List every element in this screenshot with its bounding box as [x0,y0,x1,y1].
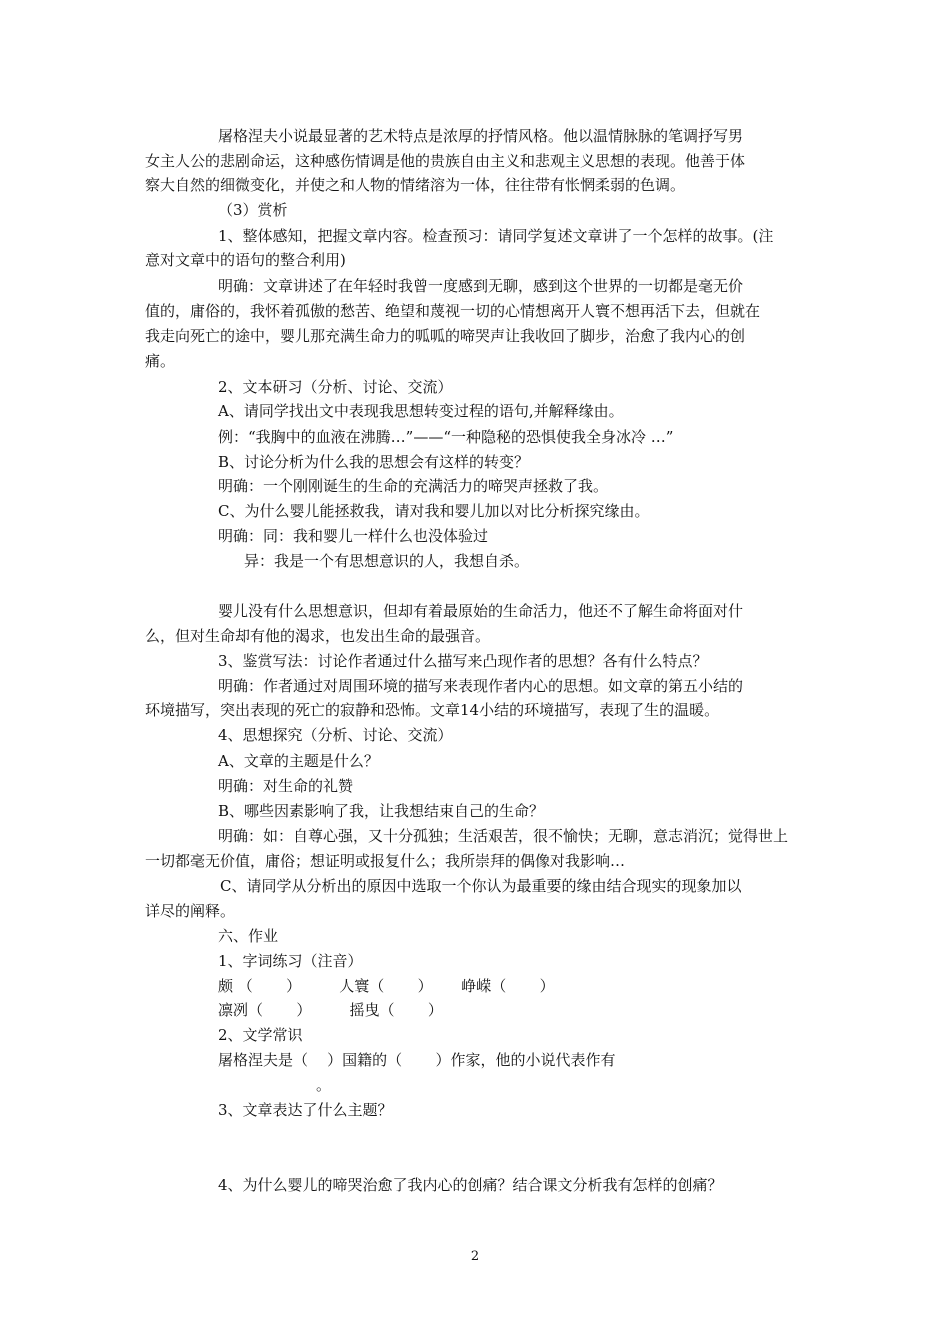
paragraph-line: 1、字词练习（注音） [218,952,363,970]
paragraph-line: 我走向死亡的途中，婴儿那充满生命力的呱呱的啼哭声让我收回了脚步，治愈了我内心的创 [145,327,746,345]
paragraph-line: 值的，庸俗的，我怀着孤傲的愁苦、绝望和蔑视一切的心情想离开人寰不想再活下去，但就在 [145,302,761,320]
paragraph-line: 2、文学常识 [218,1026,303,1044]
paragraph-line: A、请同学找出文中表现我思想转变过程的语句,并解释缘由。 [218,402,624,420]
section-heading: 六、作业 [218,927,279,945]
paragraph-line: 明确：一个刚刚诞生的生命的充满活力的啼哭声拯救了我。 [218,477,609,495]
paragraph-line: 凛冽（ ） 摇曳（ ） [218,1001,443,1019]
paragraph-line: 4、为什么婴儿的啼哭治愈了我内心的创痛？结合课文分析我有怎样的创痛？ [218,1176,723,1194]
paragraph-line: 屠格涅夫小说最显著的艺术特点是浓厚的抒情风格。他以温情脉脉的笔调抒写男 [218,127,744,145]
paragraph-line: 女主人公的悲剧命运，这种感伤情调是他的贵族自由主义和悲观主义思想的表现。他善于体 [145,152,746,170]
paragraph-line: 2、文本研习（分析、讨论、交流） [218,378,453,396]
paragraph-line: 么，但对生命却有他的渴求，也发出生命的最强音。 [145,627,491,645]
paragraph-line: 异：我是一个有思想意识的人，我想自杀。 [244,552,530,570]
paragraph-line: 3、鉴赏写法：讨论作者通过什么描写来凸现作者的思想？各有什么特点？ [218,652,708,670]
paragraph-line: 例：“我胸中的血液在沸腾…”——“一种隐秘的恐惧使我全身冰冷 …” [218,428,674,446]
paragraph-line: C、请同学从分析出的原因中选取一个你认为最重要的缘由结合现实的现象加以 [220,877,742,895]
paragraph-line: 3、文章表达了什么主题？ [218,1101,393,1119]
paragraph-line: 4、思想探究（分析、讨论、交流） [218,726,453,744]
paragraph-line: 明确：作者通过对周围环境的描写来表现作者内心的思想。如文章的第五小结的 [218,677,744,695]
paragraph-line: B、哪些因素影响了我，让我想结束自己的生命？ [218,802,545,820]
paragraph-line: 意对文章中的语句的整合利用) [145,251,346,269]
paragraph-line: A、文章的主题是什么？ [218,752,379,770]
paragraph-line: 1、整体感知，把握文章内容。检查预习：请同学复述文章讲了一个怎样的故事。(注 [218,227,774,245]
paragraph-line: 明确：同：我和婴儿一样什么也没体验过 [218,527,489,545]
paragraph-line: 一切都毫无价值，庸俗；想证明或报复什么；我所崇拜的偶像对我影响… [145,852,626,870]
paragraph-line: 痛。 [145,352,176,370]
paragraph-line: 明确：如：自尊心强，又十分孤独；生活艰苦，很不愉快；无聊，意志消沉；觉得世上 [218,827,789,845]
paragraph-line: 屠格涅夫是（ ）国籍的（ ）作家，他的小说代表作有 [218,1051,616,1069]
paragraph-line: C、为什么婴儿能拯救我，请对我和婴儿加以对比分析探究缘由。 [218,502,650,520]
paragraph-line: 明确：文章讲述了在年轻时我曾一度感到无聊，感到这个世界的一切都是毫无价 [218,277,744,295]
section-heading: （3）赏析 [218,201,288,219]
paragraph-line: B、讨论分析为什么我的思想会有这样的转变？ [218,453,530,471]
paragraph-line: 。 [316,1076,332,1094]
paragraph-line: 明确：对生命的礼赞 [218,777,354,795]
paragraph-line: 详尽的阐释。 [145,902,236,920]
paragraph-line: 颇 （ ） 人寰（ ） 峥嵘（ ） [218,977,555,995]
paragraph-line: 婴儿没有什么思想意识，但却有着最原始的生命活力，他还不了解生命将面对什 [218,602,744,620]
paragraph-line: 察大自然的细微变化，并使之和人物的情绪溶为一体，往往带有怅惘柔弱的色调。 [145,176,686,194]
paragraph-line: 环境描写，突出表现的死亡的寂静和恐怖。文章14小结的环境描写，表现了生的温暖。 [145,701,720,719]
page-number: 2 [470,1249,480,1264]
